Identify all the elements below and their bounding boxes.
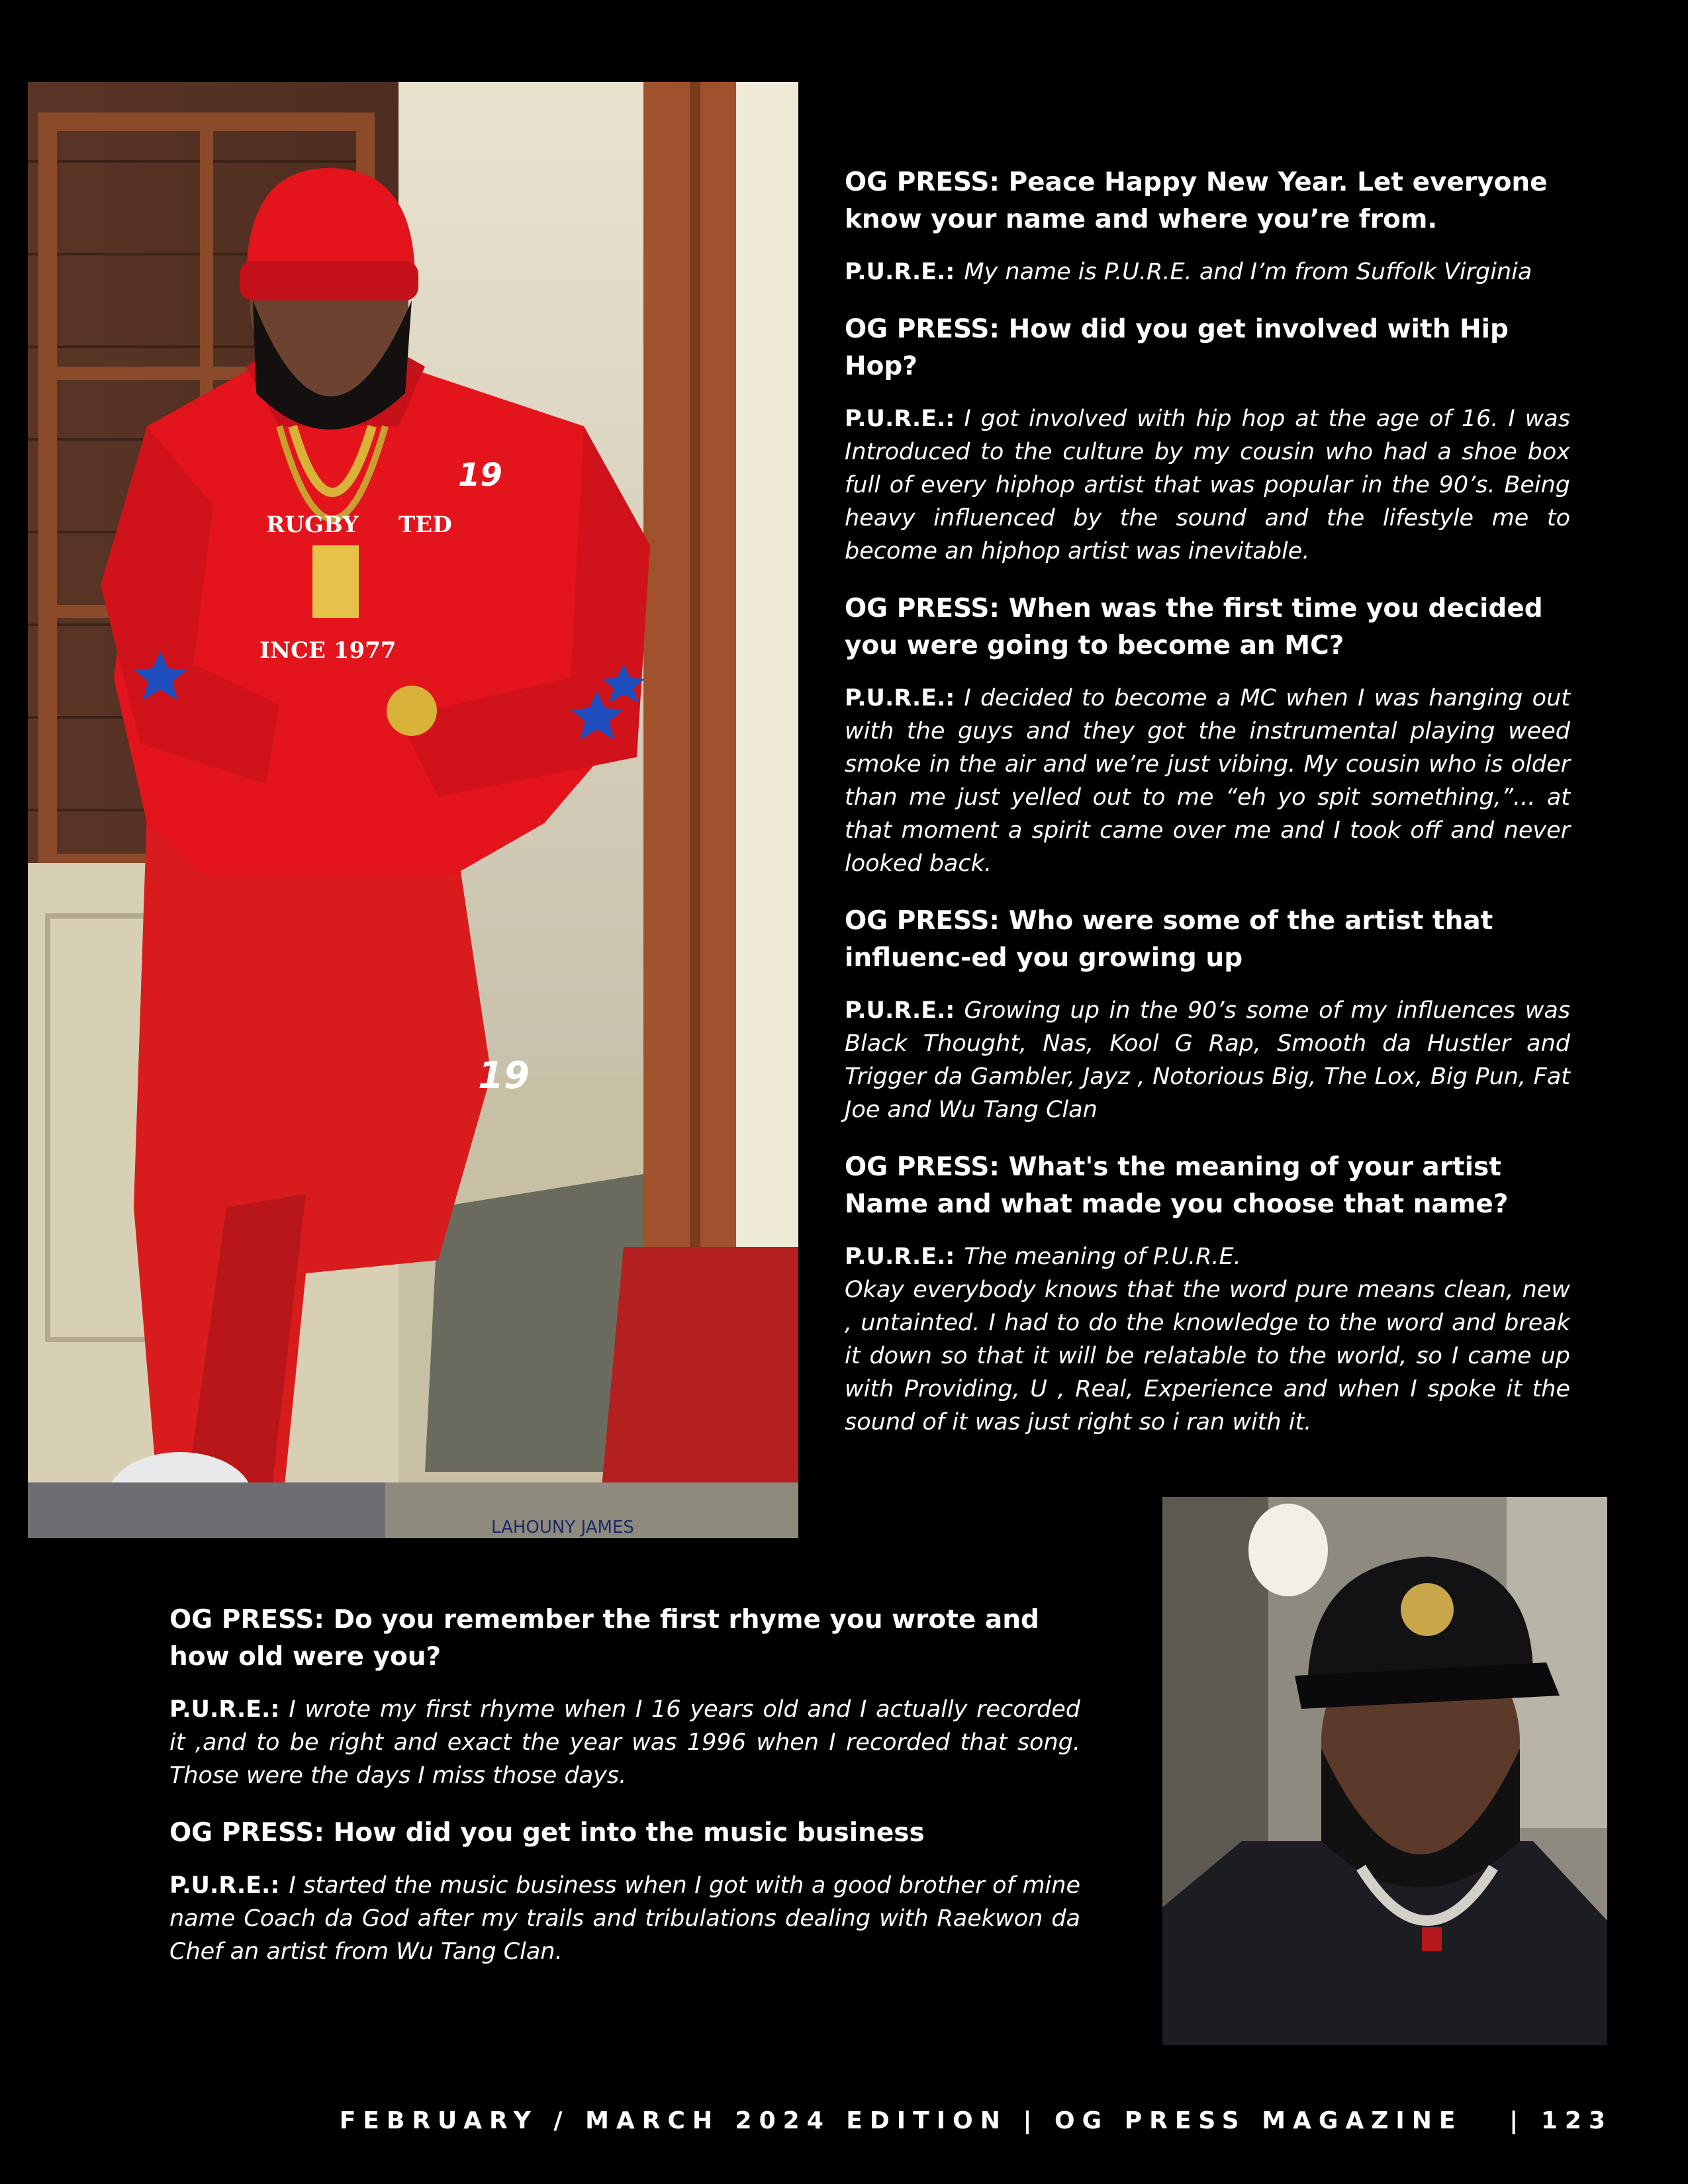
answer-text: I wrote my first rhyme when I 16 years old and I actually recorded it ,and to be right and exact the year was 1996 when I recorded that song. Those were the days I miss those days. xyxy=(169,1696,1080,1789)
answer-7 xyxy=(169,1869,1080,1968)
main-photo xyxy=(28,82,798,1538)
answer-text: I decided to become a MC when I was hanging out with the guys and they got the instrumental playing weed smoke in the air and we’re just vibing. My cousin who is older than me just yelled out to me “eh yo spit something,”... at that moment a spirit came over me and I took off and never looked back. xyxy=(845,685,1570,877)
qa-block-5 xyxy=(845,1149,1570,1439)
answer-6 xyxy=(169,1693,1080,1792)
footer-separator: | xyxy=(1509,2107,1526,2134)
speaker-label: P.U.R.E.: xyxy=(169,1872,280,1899)
answer-2 xyxy=(845,402,1570,568)
answer-text: I started the music business when I got with a good brother of mine name Coach da God after my trails and tribulations dealing with Raekwon da Chef an artist from Wu Tang Clan. xyxy=(169,1872,1080,1965)
speaker-label: P.U.R.E.: xyxy=(845,1244,955,1270)
speaker-label: P.U.R.E.: xyxy=(845,406,955,432)
qa-column-bottom xyxy=(169,1602,1080,1991)
qa-block-4 xyxy=(845,903,1570,1126)
qa-column-right xyxy=(845,164,1570,1461)
question-4: OG PRESS: Who were some of the artist that influenc-ed you growing up xyxy=(845,906,1493,973)
qa-block-6 xyxy=(169,1602,1080,1792)
secondary-photo xyxy=(1162,1497,1607,2045)
speaker-label: P.U.R.E.: xyxy=(845,259,955,285)
qa-block-7 xyxy=(169,1815,1080,1968)
answer-text: The meaning of P.U.R.E. xyxy=(964,1244,1241,1270)
secondary-photo-illustration xyxy=(1162,1497,1607,2045)
answer-text: Growing up in the 90’s some of my influences was Black Thought, Nas, Kool G Rap, Smooth da Hustler and Trigger da Gambler, Jayz , Notorious Big, The Lox, Big Pun, Fat Joe and Wu Tang Clan xyxy=(845,997,1570,1123)
qa-block-2 xyxy=(845,311,1570,568)
sweatshirt-text-ted: TED xyxy=(399,512,452,538)
footer-edition: FEBRUARY / MARCH 2024 EDITION | OG PRESS MAGAZINE xyxy=(339,2107,1463,2134)
answer-text: I got involved with hip hop at the age of 16. I was Introduced to the culture by my cousin who had a shoe box full of every hiphop artist that was popular in the 90’s. Being heavy influenced by the sound and the lifestyle me to become an hiphop artist was inevitable. xyxy=(845,406,1570,565)
answer-4 xyxy=(845,994,1570,1126)
main-photo-illustration xyxy=(28,82,798,1538)
pants-number: 19 xyxy=(478,1054,530,1097)
answer-text: My name is P.U.R.E. and I’m from Suffolk Virginia xyxy=(964,259,1532,285)
question-2: OG PRESS: How did you get involved with Hip Hop? xyxy=(845,314,1509,381)
speaker-label: P.U.R.E.: xyxy=(169,1696,280,1723)
question-1: OG PRESS: Peace Happy New Year. Let everyone know your name and where you’re from. xyxy=(845,167,1548,234)
question-6: OG PRESS: Do you remember the first rhyme you wrote and how old were you? xyxy=(169,1605,1039,1672)
speaker-label: P.U.R.E.: xyxy=(845,997,955,1024)
sleeve-number: 19 xyxy=(458,457,502,494)
sweatshirt-text-rugby: RUGBY xyxy=(266,512,359,538)
page-number: 123 xyxy=(1540,2107,1613,2134)
question-3: OG PRESS: When was the first time you decided you were going to become an MC? xyxy=(845,594,1543,660)
question-7: OG PRESS: How did you get into the music business xyxy=(169,1818,925,1848)
answer-1 xyxy=(845,255,1570,289)
sweatshirt-text-since: INCE 1977 xyxy=(259,637,397,664)
page-footer xyxy=(340,2107,1613,2134)
question-5: OG PRESS: What's the meaning of your artist Name and what made you choose that name? xyxy=(845,1152,1509,1219)
answer-3 xyxy=(845,682,1570,880)
qa-block-1 xyxy=(845,164,1570,289)
qa-block-3 xyxy=(845,590,1570,880)
answer-text-continued: Okay everybody knows that the word pure means clean, new , untainted. I had to do the knowledge to the word and break it down so that it will be relatable to the world, so I came up with Providing, U , Real, Experience and when I spoke it the sound of it was just right so i ran with it. xyxy=(845,1277,1570,1435)
speaker-label: P.U.R.E.: xyxy=(845,685,955,711)
answer-5 xyxy=(845,1240,1570,1439)
bottom-strip-text: LAHOUNY JAMES xyxy=(491,1518,634,1537)
